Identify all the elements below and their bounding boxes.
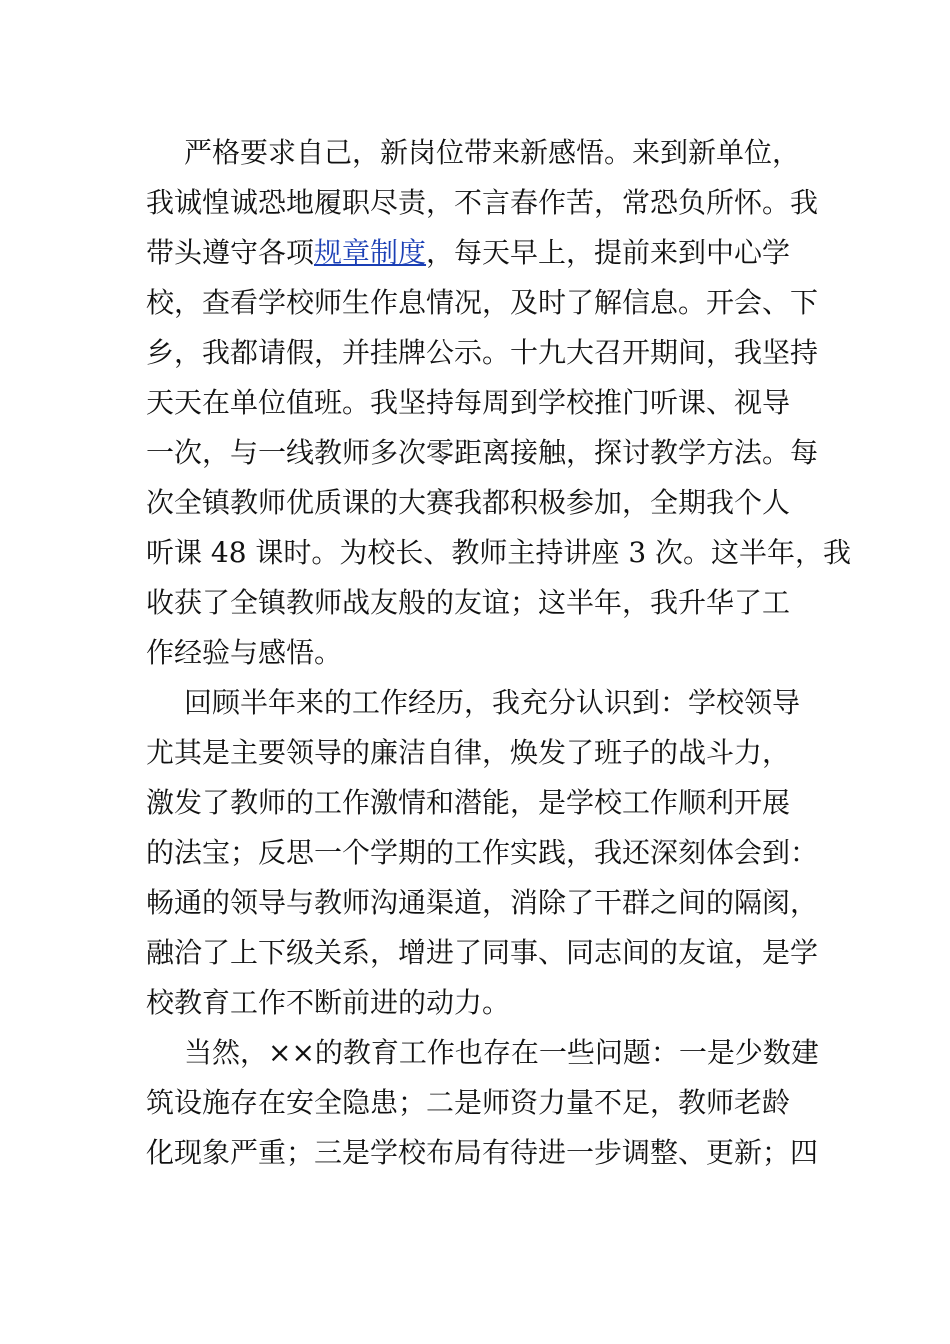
text-line: 作经验与感悟。	[146, 636, 343, 669]
text-line: 校，查看学校师生作息情况，及时了解信息。开会、下	[146, 286, 819, 319]
text-line: 的法宝；反思一个学期的工作实践，我还深刻体会到：	[146, 836, 819, 869]
text-line: 收获了全镇教师战友般的友谊；这半年，我升华了工	[146, 586, 791, 619]
document-body	[146, 128, 852, 1178]
regulations-link[interactable]: 规章制度	[314, 236, 427, 269]
text-line: 融洽了上下级关系，增进了同事、同志间的友谊，是学	[146, 936, 819, 969]
text-segment: 带头遵守各项	[146, 236, 315, 269]
text-line: 一次，与一线教师多次零距离接触，探讨教学方法。每	[146, 436, 819, 469]
text-line: 尤其是主要领导的廉洁自律，焕发了班子的战斗力，	[146, 736, 791, 769]
text-line: 校教育工作不断前进的动力。	[146, 986, 511, 1019]
text-segment: ，每天早上，提前来到中心学	[426, 236, 791, 269]
text-line: 当然，××的教育工作也存在一些问题：一是少数建	[184, 1036, 819, 1069]
text-line: 严格要求自己，新岗位带来新感悟。来到新单位，	[184, 136, 801, 169]
text-line: 回顾半年来的工作经历，我充分认识到：学校领导	[184, 686, 801, 719]
text-line: 听课 48 课时。为校长、教师主持讲座 3 次。这半年，我	[146, 536, 852, 569]
text-line: 筑设施存在安全隐患；二是师资力量不足，教师老龄	[146, 1086, 791, 1119]
text-line: 畅通的领导与教师沟通渠道，消除了干群之间的隔阂，	[146, 886, 819, 919]
text-line: 我诚惶诚恐地履职尽责，不言春作苦，常恐负所怀。我	[146, 186, 819, 219]
text-line: 天天在单位值班。我坚持每周到学校推门听课、视导	[146, 386, 791, 419]
text-line	[146, 228, 826, 278]
text-line: 乡，我都请假，并挂牌公示。十九大召开期间，我坚持	[146, 336, 819, 369]
text-line: 激发了教师的工作激情和潜能，是学校工作顺利开展	[146, 786, 791, 819]
text-line: 次全镇教师优质课的大赛我都积极参加，全期我个人	[146, 486, 791, 519]
text-line: 化现象严重；三是学校布局有待进一步调整、更新；四	[146, 1136, 819, 1169]
